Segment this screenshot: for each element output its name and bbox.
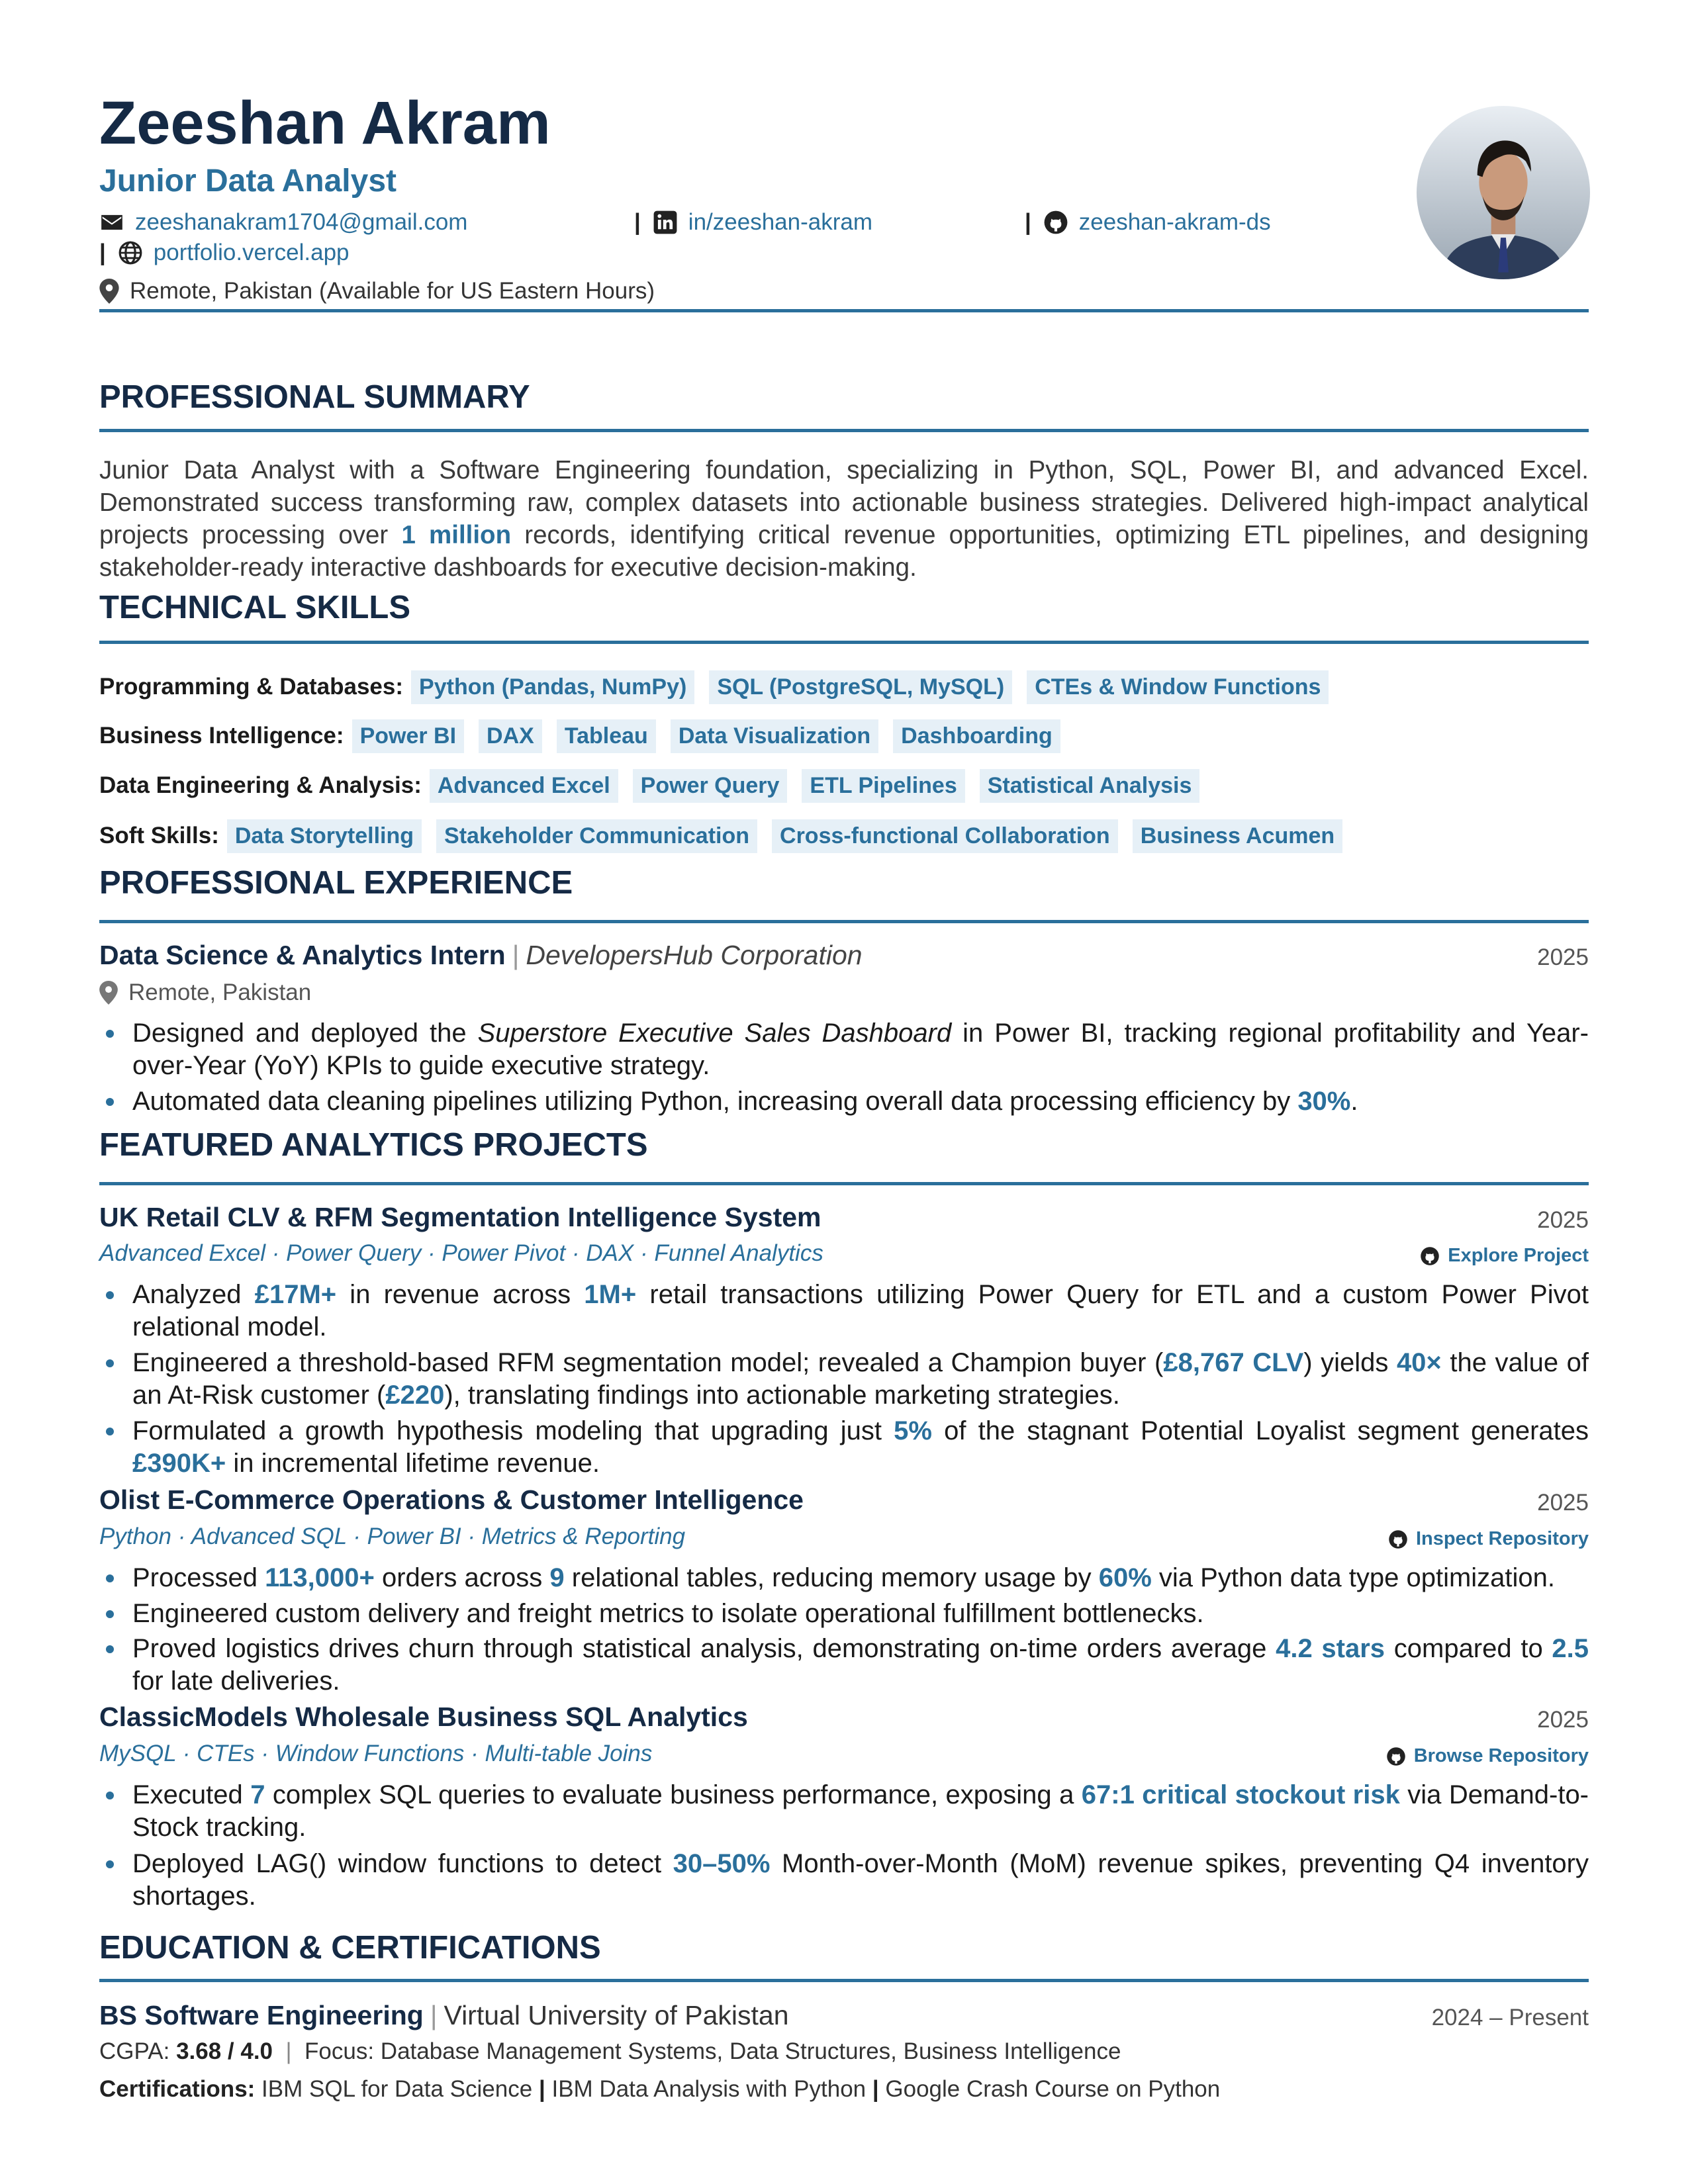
job-title: Data Science & Analytics Intern [99, 940, 506, 970]
summary-highlight: 1 million [401, 521, 512, 549]
project-tags: Python · Advanced SQL · Power BI · Metrics & Reporting [99, 1524, 686, 1549]
section-title-experience: PROFESSIONAL EXPERIENCE [99, 865, 573, 901]
skill-chip: Dashboarding [893, 719, 1060, 753]
skill-chip: Data Visualization [671, 719, 878, 753]
skill-chip: Python (Pandas, NumPy) [411, 670, 694, 704]
envelope-icon [99, 210, 124, 235]
education-details: CGPA: 3.68 / 4.0 | Focus: Database Management Systems, Data Structures, Business Intelligence [99, 2038, 1121, 2064]
project-year: 2025 [1537, 1490, 1589, 1516]
section-divider [99, 641, 1589, 644]
section-title-skills: TECHNICAL SKILLS [99, 590, 411, 625]
project-tags: Advanced Excel · Power Query · Power Pivot · DAX · Funnel Analytics [99, 1240, 823, 1266]
skill-chip: Cross-functional Collaboration [772, 819, 1118, 853]
skill-chip: Statistical Analysis [980, 769, 1200, 803]
location-text: Remote, Pakistan (Available for US Eastern Hours) [130, 278, 655, 304]
degree: BS Software Engineering [99, 2000, 424, 2030]
skill-chip: SQL (PostgreSQL, MySQL) [709, 670, 1012, 704]
map-pin-icon [99, 981, 118, 1005]
project-bullet: Processed 113,000+ orders across 9 relational tables, reducing memory usage by 60% via Python data type optimization. [99, 1562, 1589, 1594]
education-years: 2024 – Present [1431, 2005, 1589, 2030]
skill-chip: ETL Pipelines [802, 769, 964, 803]
skill-category-label: Business Intelligence: [99, 723, 344, 749]
skill-chip: Power BI [352, 719, 464, 753]
section-divider [99, 1979, 1589, 1982]
skill-chip: Power Query [633, 769, 788, 803]
project-title: ClassicModels Wholesale Business SQL Analytics [99, 1702, 748, 1732]
map-pin-icon [99, 279, 119, 304]
project-title: UK Retail CLV & RFM Segmentation Intelligence System [99, 1202, 821, 1232]
link-label[interactable]: Explore Project [1448, 1245, 1589, 1266]
project-bullet: Executed 7 complex SQL queries to evaluate business performance, exposing a 67:1 critical stockout risk via Demand-to-Stock tracking. [99, 1779, 1589, 1844]
skill-chip: Tableau [557, 719, 656, 753]
section-title-summary: PROFESSIONAL SUMMARY [99, 379, 530, 415]
summary-paragraph [99, 454, 1589, 584]
skill-chip: DAX [479, 719, 542, 753]
candidate-name: Zeeshan Akram [99, 89, 551, 157]
github-icon [1388, 1529, 1408, 1549]
inspect-repository-link[interactable] [1388, 1528, 1589, 1550]
job-location-text: Remote, Pakistan [128, 979, 312, 1005]
project-bullet: Engineered custom delivery and freight metrics to isolate operational fulfillment bottlenecks. [99, 1598, 1589, 1630]
contact-separator: | [1025, 209, 1031, 235]
section-divider [99, 429, 1589, 432]
github-icon [1386, 1747, 1406, 1766]
linkedin-icon [653, 210, 678, 235]
job-location [99, 979, 311, 1006]
project-year: 2025 [1537, 1207, 1589, 1233]
skill-chip: Stakeholder Communication [436, 819, 757, 853]
profile-photo [1417, 106, 1590, 279]
skill-row [99, 670, 1343, 704]
job-heading [99, 940, 863, 971]
explore-project-link[interactable] [1420, 1245, 1589, 1267]
link-label[interactable]: Browse Repository [1413, 1745, 1589, 1766]
summary-text: records, identifying critical revenue opportunities, optimizing ETL pipelines, and designing stakeholder-ready interactive dashboards for executive decision-making. [99, 521, 1589, 582]
summary-text: Junior Data Analyst with a Software Engineering foundation, specializing in Python, SQL, Power BI, and advanced Excel. Demonstrated success transforming raw, complex datasets into actionable business strategies. Delivered high-impact analytical projects processing over [99, 456, 1589, 549]
skill-chip: Advanced Excel [430, 769, 618, 803]
browse-repository-link[interactable] [1386, 1745, 1589, 1767]
project-bullet: Formulated a growth hypothesis modeling that upgrading just 5% of the stagnant Potential Loyalist segment generates £390K+ in incremental lifetime revenue. [99, 1415, 1589, 1480]
project-title: Olist E-Commerce Operations & Customer Intelligence [99, 1484, 804, 1515]
github-contact[interactable] [1025, 209, 1271, 236]
company-name: DevelopersHub Corporation [526, 940, 863, 970]
project-bullet: Proved logistics drives churn through statistical analysis, demonstrating on-time orders average 4.2 stars compared to 2.5 for late deliveries. [99, 1633, 1589, 1698]
project-bullet: Analyzed £17M+ in revenue across 1M+ retail transactions utilizing Power Query for ETL and a custom Power Pivot relational model. [99, 1279, 1589, 1343]
section-divider [99, 920, 1589, 923]
email-link[interactable]: zeeshanakram1704@gmail.com [135, 209, 468, 235]
contact-separator: | [634, 209, 641, 235]
experience-bullet: Automated data cleaning pipelines utilizing Python, increasing overall data processing efficiency by 30%. [99, 1085, 1589, 1118]
job-year: 2025 [1537, 944, 1589, 970]
project-year: 2025 [1537, 1707, 1589, 1733]
title-separator: | [430, 2000, 438, 2030]
section-title-projects: FEATURED ANALYTICS PROJECTS [99, 1127, 648, 1163]
skill-chip: CTEs & Window Functions [1027, 670, 1329, 704]
portfolio-contact[interactable] [99, 240, 350, 266]
candidate-role: Junior Data Analyst [99, 163, 397, 199]
globe-icon [118, 240, 143, 265]
skill-category-label: Soft Skills: [99, 823, 219, 848]
certifications-line: Certifications: IBM SQL for Data Science | IBM Data Analysis with Python | Google Crash Course on Python [99, 2076, 1221, 2102]
skill-chip: Business Acumen [1133, 819, 1343, 853]
contact-separator: | [99, 240, 106, 265]
github-link[interactable]: zeeshan-akram-ds [1078, 209, 1271, 235]
project-tags: MySQL · CTEs · Window Functions · Multi-table Joins [99, 1741, 653, 1766]
skill-chip: Data Storytelling [227, 819, 422, 853]
experience-bullet: Designed and deployed the Superstore Executive Sales Dashboard in Power BI, tracking regional profitability and Year-over-Year (YoY) KPIs to guide executive strategy. [99, 1017, 1589, 1082]
project-bullet: Engineered a threshold-based RFM segmentation model; revealed a Champion buyer (£8,767 CLV) yields 40× the value of an At-Risk customer (£220), translating findings into actionable marketing strategies. [99, 1347, 1589, 1412]
project-bullet: Deployed LAG() window functions to detect 30–50% Month-over-Month (MoM) revenue spikes, preventing Q4 inventory shortages. [99, 1848, 1589, 1913]
skill-category-label: Data Engineering & Analysis: [99, 772, 422, 798]
link-label[interactable]: Inspect Repository [1415, 1528, 1589, 1549]
linkedin-contact[interactable] [634, 209, 872, 236]
skill-row [99, 819, 1357, 852]
skill-category-label: Programming & Databases: [99, 674, 404, 700]
institution: Virtual University of Pakistan [444, 2000, 789, 2030]
github-icon [1043, 210, 1068, 235]
section-title-education: EDUCATION & CERTIFICATIONS [99, 1930, 601, 1966]
github-icon [1420, 1246, 1440, 1266]
portfolio-link[interactable]: portfolio.vercel.app [153, 240, 350, 265]
education-heading [99, 2000, 789, 2031]
location-line [99, 278, 655, 304]
skill-row [99, 769, 1214, 802]
email-contact[interactable] [99, 209, 467, 236]
skill-row [99, 719, 1075, 752]
header-divider [99, 309, 1589, 312]
title-separator: | [512, 940, 520, 970]
section-divider [99, 1182, 1589, 1185]
linkedin-link[interactable]: in/zeeshan-akram [688, 209, 872, 235]
